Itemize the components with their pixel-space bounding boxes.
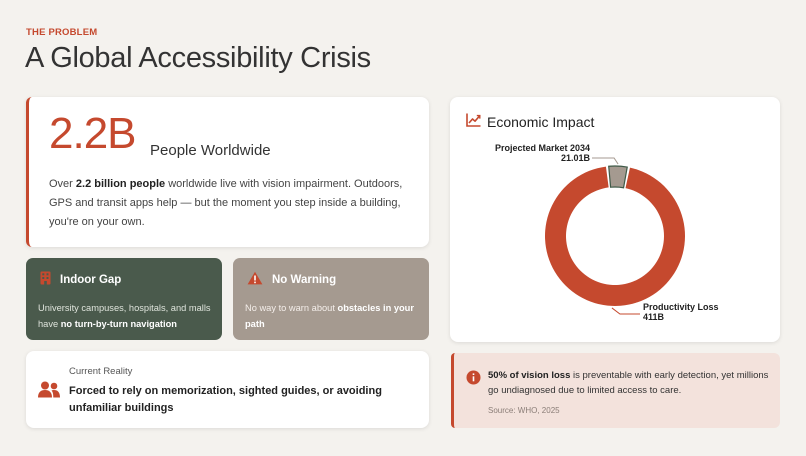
card-text: University campuses, hospitals, and malls have no turn-by-turn navigation (38, 303, 211, 329)
indoor-gap-card (26, 258, 222, 340)
users-icon (38, 381, 60, 403)
section-kicker: THE PROBLEM (26, 27, 98, 38)
stat-description: Over 2.2 billion people worldwide live with vision impairment. Outdoors, GPS and transit apps help — but the moment you step inside a building, you're on your own. (49, 178, 403, 228)
slice-label: Projected Market 2034 (494, 143, 590, 153)
no-warning-card (233, 258, 429, 340)
note-source: Source: WHO, 2025 (488, 406, 560, 415)
slice-label: Productivity Loss (643, 302, 719, 312)
donut-slice-0 (609, 166, 628, 188)
warning-icon (247, 271, 263, 288)
economic-title: Economic Impact (487, 113, 595, 130)
reality-label: Current Reality (69, 366, 133, 377)
page-title: A Global Accessibility Crisis (25, 42, 371, 74)
leader-line-0 (592, 158, 618, 164)
info-note (451, 353, 780, 428)
card-title: No Warning (272, 273, 337, 286)
card-title: Indoor Gap (60, 273, 122, 286)
slice-value-label: 411B (643, 312, 665, 322)
note-text: 50% of vision loss is preventable with early detection, yet millions go undiagnosed due to limited access to care. (488, 370, 769, 396)
leader-line-1 (612, 308, 640, 314)
donut-chart (450, 97, 780, 342)
stat-value: 2.2B (49, 109, 136, 158)
stat-unit: People Worldwide (150, 142, 271, 159)
economic-impact-card (450, 97, 780, 342)
current-reality-card (26, 351, 429, 428)
info-icon (466, 370, 481, 390)
slice-value-label: 21.01B (560, 153, 590, 163)
building-icon (40, 271, 51, 288)
reality-text: Forced to rely on memorization, sighted guides, or avoiding unfamiliar buildings (69, 385, 382, 414)
card-text: No way to warn about obstacles in your path (245, 303, 414, 329)
stat-card (26, 97, 429, 247)
